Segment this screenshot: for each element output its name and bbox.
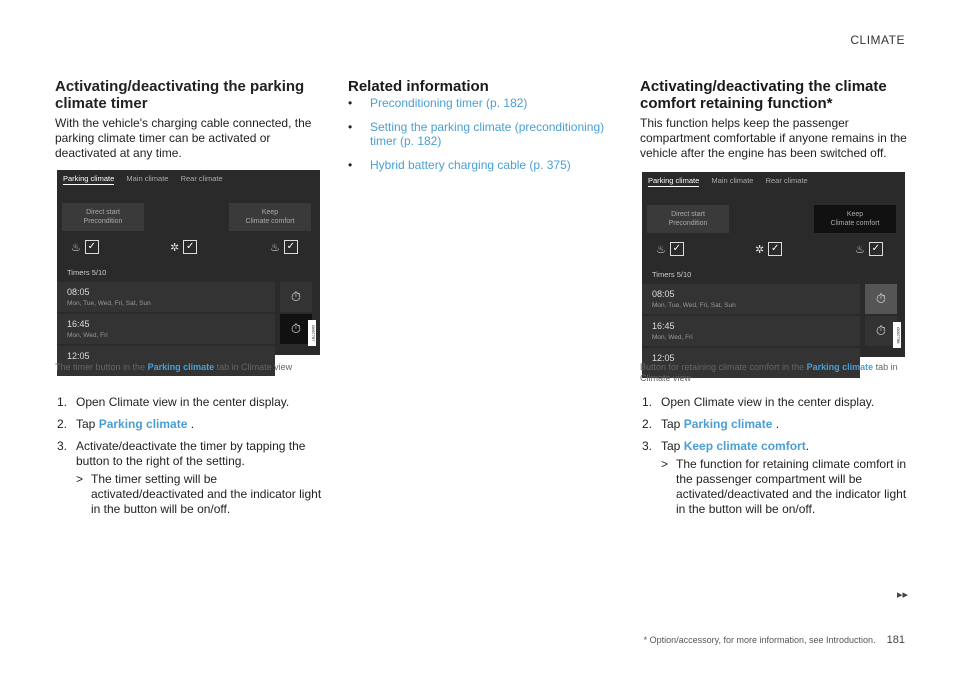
timers-label: Timers 5/10: [652, 270, 692, 279]
column-related-info: [348, 78, 613, 182]
intro-text: This function helps keep the passenger compartment comfortable if anyone remains in the vehicle after the engine has been switched off.: [640, 116, 907, 160]
tab-main-climate: Main climate: [711, 176, 754, 185]
timer-row: 08:05 Mon, Tue, Wed, Fri, Sat, Sun: [57, 282, 275, 312]
tab-rear-climate: Rear climate: [180, 174, 223, 183]
direct-start-button: Direct start Precondition: [647, 205, 729, 233]
timer-toggle-icon: ⏱: [865, 316, 897, 346]
step-item: 2. Tap Parking climate .: [642, 417, 780, 431]
timers-label: Timers 5/10: [67, 268, 107, 277]
timer-row: 16:45 Mon, Wed, Fri: [57, 314, 275, 344]
figure-caption: Button for retaining climate comfort in the Parking climate tab in Climate view: [640, 362, 898, 383]
image-id: G057768: [893, 322, 901, 348]
checkbox-icon: ✓: [284, 240, 298, 254]
timer-row: 12:05: [642, 348, 860, 378]
seat-heat-icon: ♨: [71, 241, 81, 254]
seat-heat-icon: ♨: [656, 243, 666, 256]
related-link[interactable]: • Setting the parking climate (preconditioning) timer (p. 182): [348, 120, 605, 148]
figure-caption: The timer button in the Parking climate tab in Climate view: [55, 362, 293, 372]
steering-heat-icon: ♨: [270, 241, 280, 254]
image-id: G057767: [308, 320, 316, 346]
tab-main-climate: Main climate: [126, 174, 169, 183]
climate-screen-figure: [57, 170, 320, 361]
steering-heat-icon: ♨: [855, 243, 865, 256]
page-footer: [644, 634, 905, 646]
step-item: 1. Open Climate view in the center display.: [57, 395, 290, 409]
tab-parking-climate: Parking climate: [648, 176, 700, 185]
climate-tabs: [63, 174, 233, 183]
page-number: 181: [886, 634, 905, 646]
timer-row: 16:45 Mon, Wed, Fri: [642, 316, 860, 346]
keep-climate-button: Keep Climate comfort: [814, 205, 896, 233]
direct-start-button: Direct start Precondition: [62, 203, 144, 231]
continue-arrows-icon: ▸▸: [896, 589, 908, 601]
timer-toggle-icon: ⏱: [280, 282, 312, 312]
icon-row: [57, 240, 320, 260]
timer-row: 08:05 Mon, Tue, Wed, Fri, Sat, Sun: [642, 284, 860, 314]
icon-row: [642, 242, 905, 262]
footnote: * Option/accessory, for more information, see Introduction.: [643, 635, 876, 645]
section-header: CLIMATE: [850, 33, 905, 47]
timer-toggle-icon: ⏱: [280, 314, 312, 344]
step-item: 3. Activate/deactivate the timer by tapping the button to the right of the setting.: [57, 439, 306, 468]
section-title: Related information: [348, 78, 489, 95]
tab-rear-climate: Rear climate: [765, 176, 808, 185]
intro-text: With the vehicle's charging cable connected, the parking climate timer can be activated or deactivated at any time.: [55, 116, 312, 160]
steps-climate-comfort: [642, 395, 907, 517]
checkbox-icon: ✓: [183, 240, 197, 254]
section-title: Activating/deactivating the climate comfort retaining function*: [640, 78, 887, 112]
column-climate-comfort: [640, 78, 910, 161]
timer-row: 12:05: [57, 346, 275, 376]
fan-icon: ✲: [170, 241, 180, 254]
step-item: 2. Tap Parking climate .: [57, 417, 195, 431]
checkbox-icon: ✓: [768, 242, 782, 256]
keep-climate-button: Keep Climate comfort: [229, 203, 311, 231]
checkbox-icon: ✓: [85, 240, 99, 254]
section-title: Activating/deactivating the parking climate timer: [55, 78, 305, 112]
related-link[interactable]: • Hybrid battery charging cable (p. 375): [348, 158, 571, 172]
related-link[interactable]: • Preconditioning timer (p. 182): [348, 96, 528, 110]
column-parking-timer: [55, 78, 320, 161]
steps-parking-timer: [57, 395, 322, 517]
step-item: 3. Tap Keep climate comfort.: [642, 439, 810, 453]
step-item: 1. Open Climate view in the center display.: [642, 395, 875, 409]
fan-icon: ✲: [755, 243, 765, 256]
climate-screen-figure: [642, 172, 905, 363]
timer-toggle-icon: ⏱: [865, 284, 897, 314]
step-result: > The timer setting will be activated/deactivated and the indicator light in the button will be on/off.: [76, 472, 322, 516]
checkbox-icon: ✓: [869, 242, 883, 256]
checkbox-icon: ✓: [670, 242, 684, 256]
tab-parking-climate: Parking climate: [63, 174, 115, 183]
step-result: > The function for retaining climate comfort in the passenger compartment will be activated/deactivated and the indicator light in the button will be on/off.: [661, 457, 907, 516]
climate-tabs: [648, 176, 818, 185]
